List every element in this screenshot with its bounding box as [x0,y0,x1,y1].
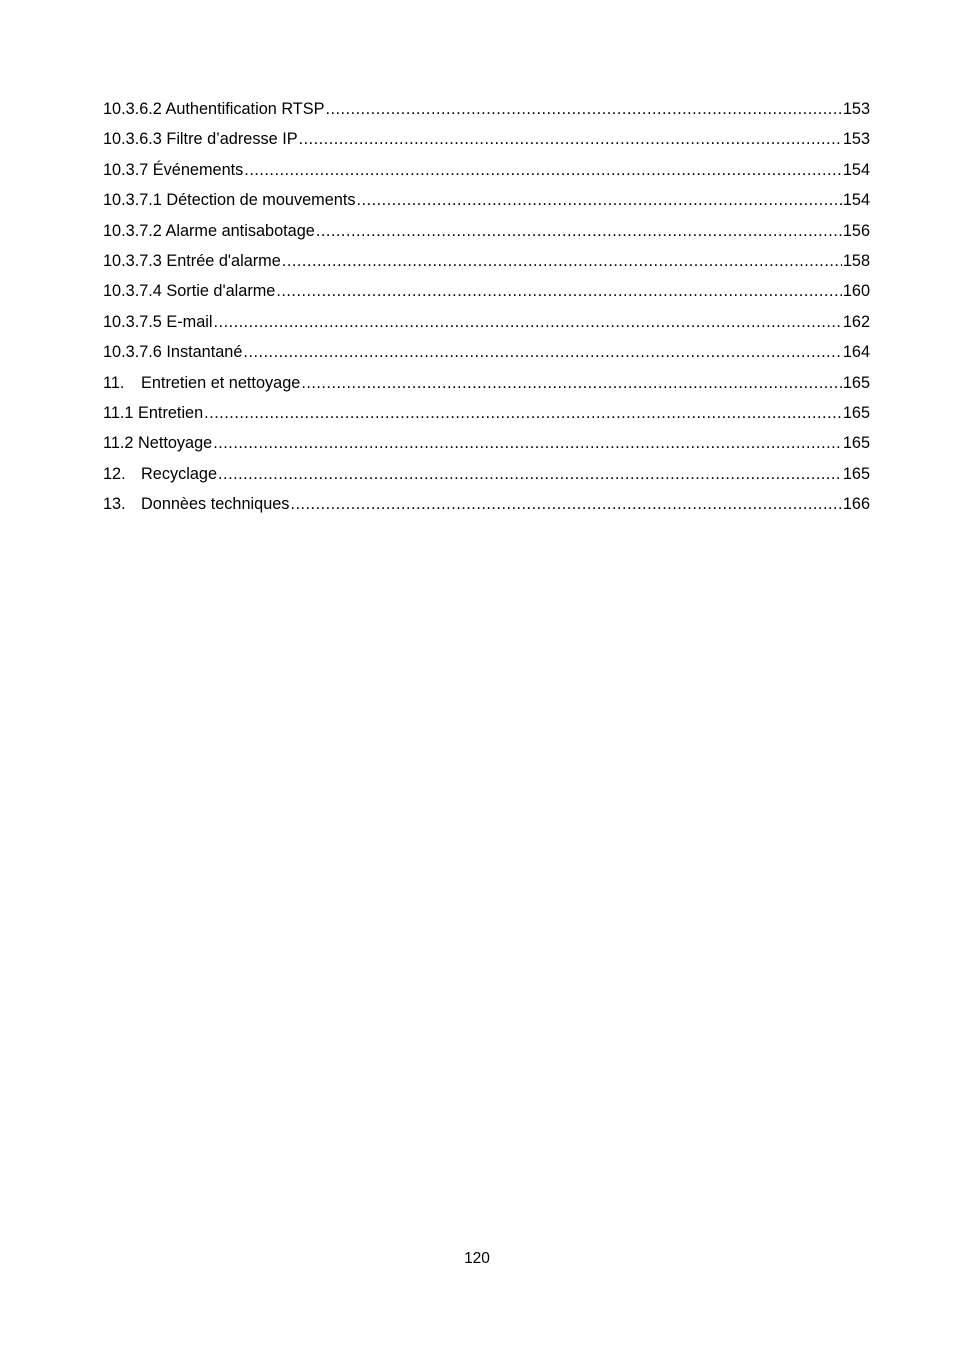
toc-entry-title: 10.3.7.4 Sortie d'alarme [103,282,276,301]
toc-entry-page: 164 [842,343,870,362]
toc-entry-page: 165 [842,434,870,453]
toc-dot-leader [214,311,842,333]
toc-entry-title: 11.1 Entretien [103,403,204,422]
toc-entry-title: 10.3.7 Événements [103,160,244,179]
toc-entry-page: 154 [842,160,870,179]
toc-entry[interactable] [103,250,870,280]
toc-entry-page: 165 [842,464,870,483]
toc-entry[interactable] [103,159,870,189]
toc-entry-number: 13. [103,495,126,514]
toc-entry[interactable] [103,98,870,128]
toc-entry-title: 10.3.7.1 Détection de mouvements [103,191,356,210]
toc-dot-leader [218,463,842,485]
page-number: 120 [464,1250,490,1267]
toc-entry-page: 162 [842,312,870,331]
toc-dot-leader [290,493,841,515]
toc-entry[interactable] [103,341,870,371]
table-of-contents [103,98,870,523]
toc-entry[interactable] [103,402,870,432]
toc-entry-page: 153 [842,100,870,118]
toc-entry-title: 10.3.7.3 Entrée d'alarme [103,251,281,270]
toc-entry-title: 10.3.6.3 Filtre d’adresse IP [103,130,298,149]
toc-entry-title: 10.3.6.2 Authentification RTSP [103,100,325,118]
toc-dot-leader [301,372,842,394]
toc-entry-page: 165 [842,403,870,422]
toc-entry[interactable] [103,280,870,310]
toc-entry[interactable] [103,128,870,158]
toc-dot-leader [276,280,841,302]
toc-entry-title: 10.3.7.2 Alarme antisabotage [103,221,315,240]
toc-dot-leader [243,341,841,363]
toc-entry-title: 11.2 Nettoyage [103,434,213,453]
toc-dot-leader [282,250,842,272]
toc-entry[interactable] [103,432,870,462]
toc-entry-title: Donnèes techniques [141,495,290,514]
toc-entry-page: 153 [842,130,870,149]
toc-dot-leader [213,432,842,454]
toc-dot-leader [244,159,842,181]
toc-entry[interactable] [103,220,870,250]
toc-entry-title: Recyclage [141,464,218,483]
toc-entry-page: 165 [842,373,870,392]
toc-entry[interactable] [103,372,870,402]
toc-entry-page: 166 [842,495,870,514]
toc-dot-leader [204,402,842,424]
toc-entry-title: Entretien et nettoyage [141,373,301,392]
toc-entry-title: 10.3.7.5 E-mail [103,312,213,331]
toc-dot-leader [299,128,842,150]
toc-entry-page: 154 [842,191,870,210]
toc-dot-leader [316,220,842,242]
toc-entry[interactable] [103,189,870,219]
toc-dot-leader [357,189,842,211]
toc-entry[interactable] [103,493,870,523]
toc-entry-page: 160 [842,282,870,301]
toc-entry[interactable] [103,463,870,493]
toc-entry[interactable] [103,311,870,341]
toc-entry-title: 10.3.7.6 Instantané [103,343,243,362]
toc-entry-page: 156 [842,221,870,240]
toc-entry-number: 12. [103,464,126,483]
toc-entry-page: 158 [842,251,870,270]
toc-dot-leader [325,98,841,120]
toc-entry-number: 11. [103,373,125,392]
